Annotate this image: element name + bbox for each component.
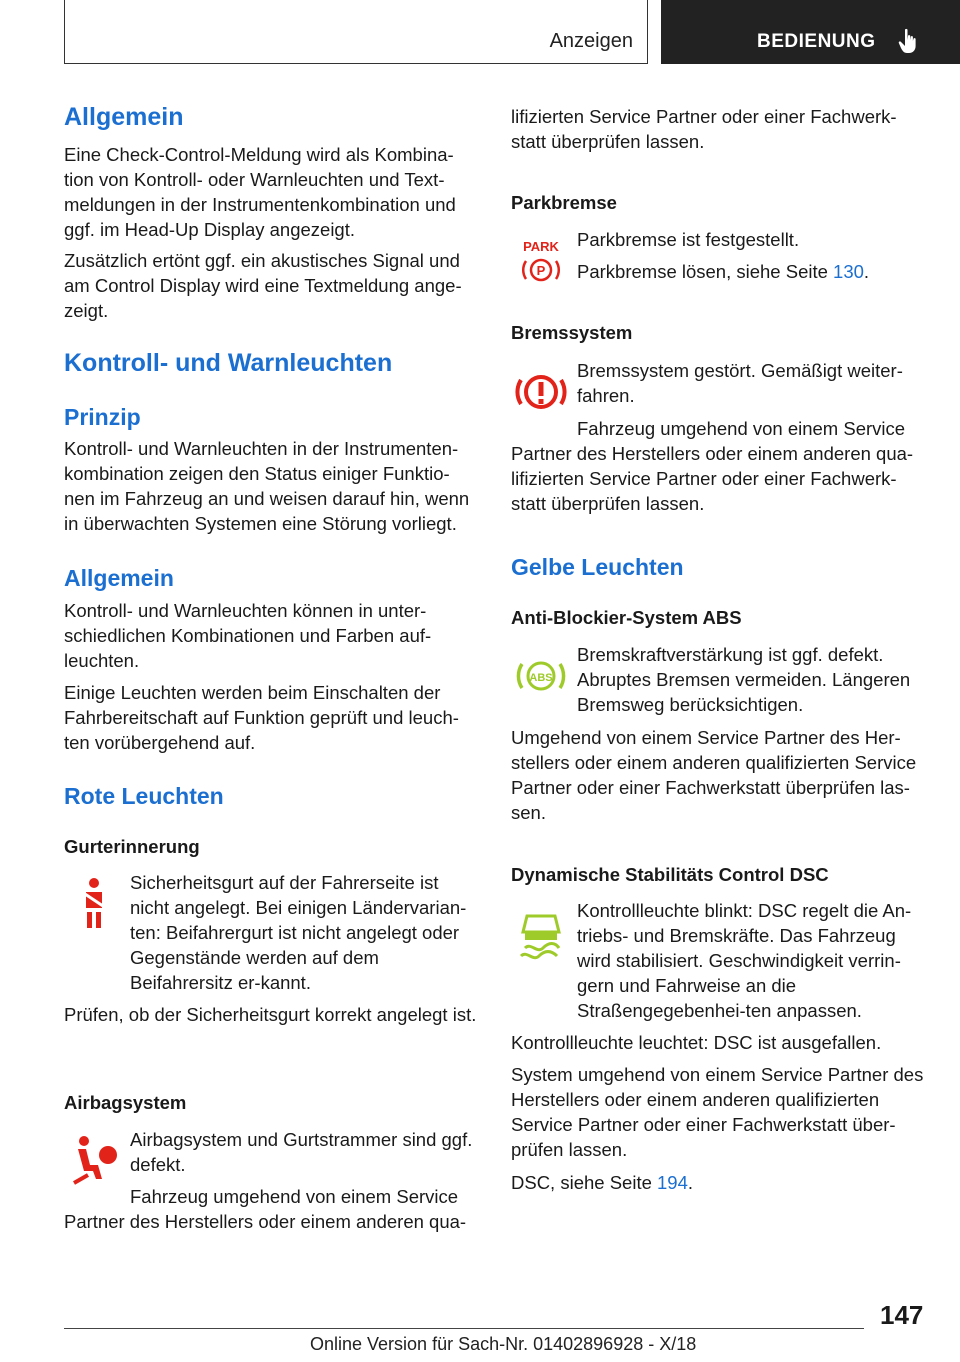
dsc-text-4: DSC, siehe Seite 194.: [511, 1172, 694, 1193]
page-number: 147: [880, 1300, 924, 1330]
abs-icon-label: ABS: [529, 672, 553, 684]
warning-parkbremse: [511, 227, 931, 284]
link-page-130[interactable]: 130: [833, 261, 864, 282]
warning-bremssystem: [511, 358, 931, 408]
heading-bremssystem: Bremssystem: [511, 322, 633, 343]
header-tab-bedienung[interactable]: [661, 0, 960, 64]
hand-pointer-icon: [898, 28, 920, 54]
paragraph-prinzip: Kontroll- und Warnleuchten in der Instrumenten-kombination zeigen den Status einiger Funktio-nen im Fahrzeug an und weisen darauf hin, wenn in überwachten Systemen eine Störung vorliegt.: [64, 438, 470, 534]
header-tab-anzeigen[interactable]: [64, 0, 648, 64]
park-text-2: Parkbremse lösen, siehe Seite 130.: [577, 261, 870, 282]
paragraph-akustisches-signal: Zusätzlich ertönt ggf. ein akustisches Signal und am Control Display wird eine Textmeldung ange-zeigt.: [64, 250, 462, 321]
heading-abs: Anti-Blockier-System ABS: [511, 607, 742, 628]
dsc-text-3: System umgehend von einem Service Partner des Herstellers oder einem anderen qualifizierten Service Partner oder einer Fachwerkstatt über-prüfen lassen.: [511, 1064, 924, 1160]
heading-prinzip: Prinzip: [64, 404, 141, 430]
heading-allgemein: Allgemein: [64, 103, 184, 131]
warning-dsc: [511, 898, 931, 1023]
abs-text-2: Umgehend von einem Service Partner des Her-stellers oder einem anderen qualifizierten Service Partner oder einer Fachwerkstatt überprüfen las-sen.: [511, 727, 917, 823]
footer-online-version: Online Version für Sach-Nr. 01402896928 - X/18: [310, 1334, 697, 1354]
dsc-warning-icon: [511, 902, 571, 962]
footer-divider: [64, 1328, 864, 1329]
heading-gurterinnerung: Gurterinnerung: [64, 836, 200, 857]
seatbelt-warning-icon: [64, 872, 124, 932]
gurt-warning-text: Sicherheitsgurt auf der Fahrerseite ist nicht angelegt. Bei einigen Ländervarian-ten: Beifahrergurt ist nicht angelegt oder Gegenstände werden auf dem Beifahrersitz er-kannt.: [130, 872, 467, 993]
park-text-1: Parkbremse ist festgestellt.: [577, 229, 800, 250]
airbag-warning-text: Airbagsystem und Gurtstrammer sind ggf. defekt.: [130, 1129, 473, 1175]
heading-dsc: Dynamische Stabilitäts Control DSC: [511, 864, 829, 885]
paragraph-einschalten: Einige Leuchten werden beim Einschalten der Fahrbereitschaft auf Funktion geprüft und leuch-ten vorübergehend auf.: [64, 682, 459, 753]
airbag-warning-icon: [64, 1131, 124, 1191]
heading-rote-leuchten: Rote Leuchten: [64, 783, 224, 809]
abs-text-1: Bremskraftverstärkung ist ggf. defekt. Abruptes Bremsen vermeiden. Längeren Bremsweg berücksichtigen.: [577, 644, 911, 715]
svg-text:P: P: [536, 263, 546, 278]
airbag-service-text: Fahrzeug umgehend von einem Service Partner des Herstellers oder einem anderen qua-: [64, 1186, 467, 1232]
park-icon-label: PARK: [523, 239, 559, 254]
brems-text-2: Fahrzeug umgehend von einem Service Partner des Herstellers oder einem anderen qua-lifizierten Service Partner oder einer Fachwerk-statt überprüfen lassen.: [511, 418, 914, 514]
heading-gelbe-leuchten: Gelbe Leuchten: [511, 554, 684, 580]
dsc-text-1: Kontrollleuchte blinkt: DSC regelt die An-triebs- und Bremskräfte. Das Fahrzeug wird stabilisiert. Geschwindigkeit verrin-gern und Fahrweise an die Straßengegebenhei-ten anpassen.: [577, 900, 912, 1021]
paragraph-kombinationen: Kontroll- und Warnleuchten können in unter-schiedlichen Kombinationen und Farben auf-leuchten.: [64, 600, 432, 671]
paragraph-airbag-service: [64, 1184, 480, 1234]
dsc-text-2: Kontrollleuchte leuchtet: DSC ist ausgefallen.: [511, 1032, 882, 1053]
brake-system-warning-icon: [511, 362, 571, 422]
tab-anzeigen-label: Anzeigen: [549, 30, 633, 52]
warning-gurterinnerung: [64, 870, 480, 995]
paragraph-check-control: Eine Check-Control-Meldung wird als Kombina-tion von Kontroll- oder Warnleuchten und Text-meldungen in der Instrumentenkombination und ggf. im Head-Up Display angezeigt.: [64, 144, 456, 240]
parking-brake-icon: [511, 233, 571, 293]
abs-warning-icon: [511, 646, 571, 706]
tab-bedienung-label: BEDIENUNG: [757, 31, 876, 52]
heading-allgemein-2: Allgemein: [64, 565, 174, 591]
heading-airbagsystem: Airbagsystem: [64, 1092, 187, 1113]
heading-parkbremse: Parkbremse: [511, 192, 617, 213]
link-page-194[interactable]: 194: [657, 1172, 688, 1193]
paragraph-gurt-pruefen: Prüfen, ob der Sicherheitsgurt korrekt angelegt ist.: [64, 1004, 477, 1025]
brems-text-1: Bremssystem gestört. Gemäßigt weiter-fahren.: [577, 360, 903, 406]
paragraph-continued: lifizierten Service Partner oder einer Fachwerk-statt überprüfen lassen.: [511, 106, 897, 152]
warning-airbag: [64, 1127, 480, 1177]
heading-kontroll-warnleuchten: Kontroll- und Warnleuchten: [64, 349, 393, 377]
warning-abs: [511, 642, 931, 717]
